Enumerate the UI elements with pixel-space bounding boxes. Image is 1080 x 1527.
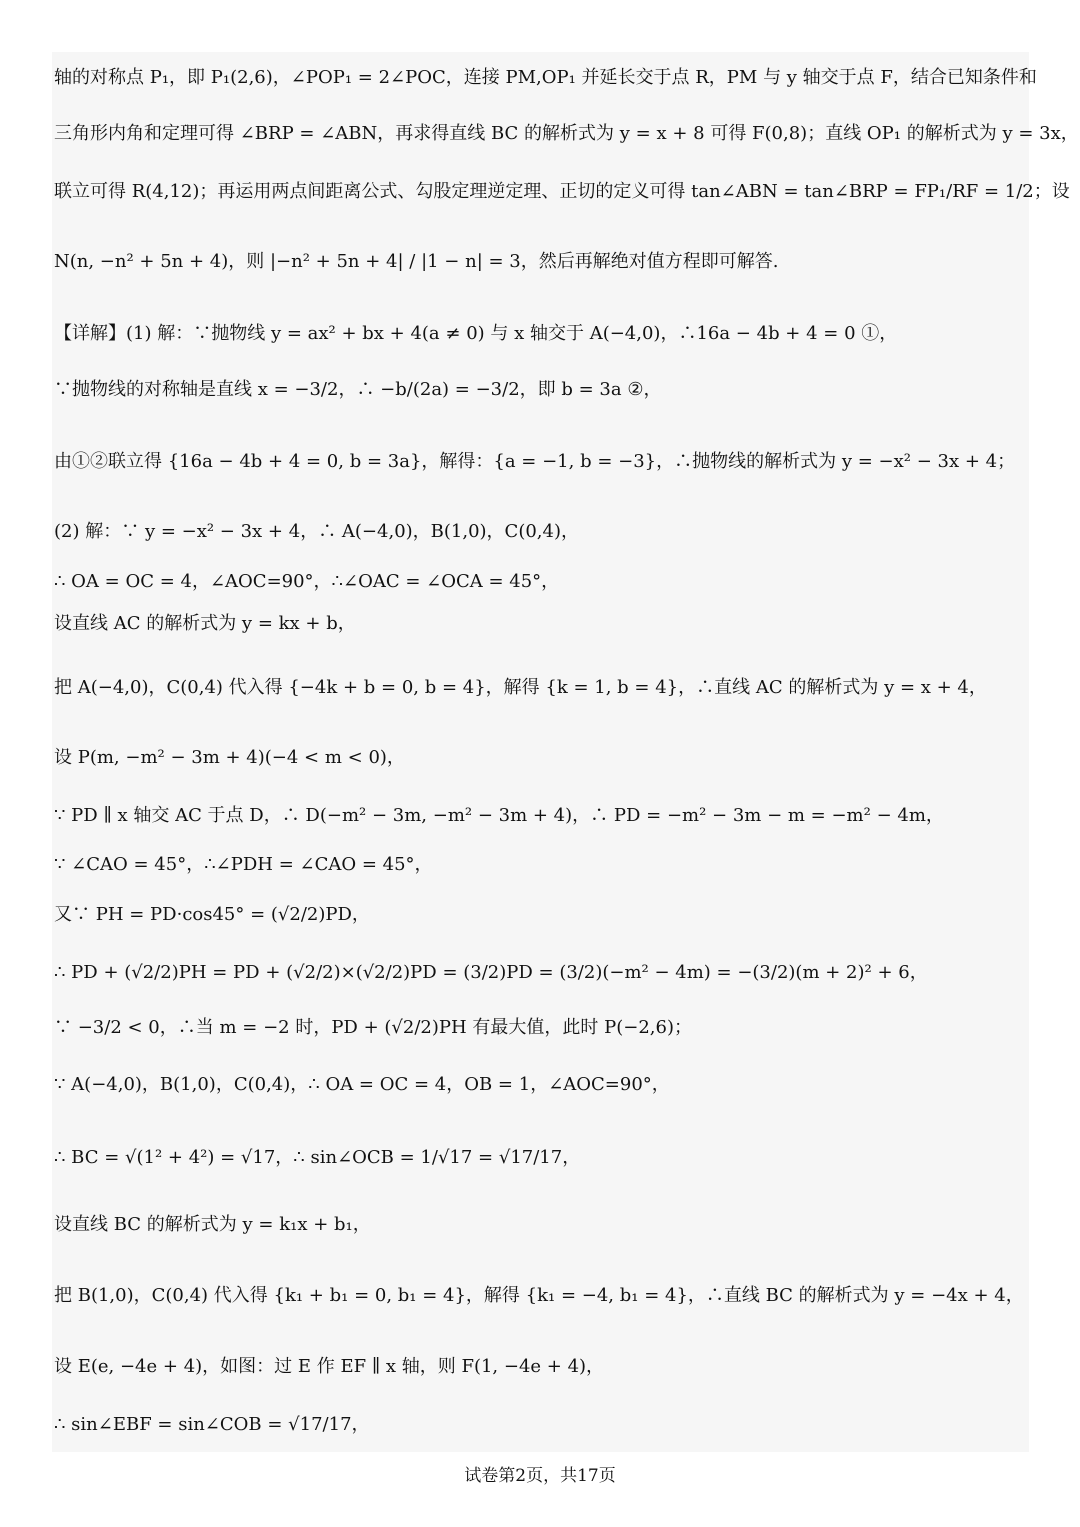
text-line: 设直线 BC 的解析式为 y = k₁x + b₁， (54, 1214, 371, 1235)
text-line: N(n, −n² + 5n + 4)，则 |−n² + 5n + 4| / |1 − n| = 3，然后再解绝对值方程即可解答. (54, 251, 779, 272)
text-line: ∵ ∠CAO = 45°，∴∠PDH = ∠CAO = 45°， (54, 854, 433, 875)
page-footer: 试卷第2页，共17页 (464, 1466, 616, 1486)
text-line: ∵ −3/2 < 0，∴当 m = −2 时，PD + (√2/2)PH 有最大值，此时 P(−2,6)； (54, 1017, 692, 1038)
text-line: 设直线 AC 的解析式为 y = kx + b， (54, 613, 356, 634)
text-line: 设 E(e, −4e + 4)，如图：过 E 作 EF ∥ x 轴，则 F(1, −4e + 4)， (54, 1356, 605, 1377)
text-line: ∴ PD + (√2/2)PH = PD + (√2/2)×(√2/2)PD = (3/2)PD = (3/2)(−m² − 4m) = −(3/2)(m + 2)² + 6， (54, 962, 928, 983)
text-line: 由①②联立得 {16a − 4b + 4 = 0, b = 3a}，解得：{a = −1, b = −3}，∴抛物线的解析式为 y = −x² − 3x + 4； (54, 451, 1016, 472)
text-line: ∵抛物线的对称轴是直线 x = −3/2，∴ −b/(2a) = −3/2，即 b = 3a ②， (54, 379, 662, 400)
text-line: 联立可得 R(4,12)；再运用两点间距离公式、勾股定理逆定理、正切的定义可得 tan∠ABN = tan∠BRP = FP₁/RF = 1/2；设 (54, 181, 1070, 202)
text-line: ∴ BC = √(1² + 4²) = √17，∴ sin∠OCB = 1/√17 = √17/17， (54, 1147, 581, 1168)
text-line: ∴ sin∠EBF = sin∠COB = √17/17， (54, 1414, 370, 1435)
text-line: ∵ A(−4,0)，B(1,0)，C(0,4)，∴ OA = OC = 4，OB = 1，∠AOC=90°， (54, 1074, 670, 1095)
text-line: 【详解】(1) 解：∵抛物线 y = ax² + bx + 4(a ≠ 0) 与 x 轴交于 A(−4,0)，∴16a − 4b + 4 = 0 ①， (54, 323, 898, 344)
text-line: (2) 解：∵ y = −x² − 3x + 4，∴ A(−4,0)，B(1,0)，C(0,4)， (54, 521, 580, 542)
text-line: 三角形内角和定理可得 ∠BRP = ∠ABN，再求得直线 BC 的解析式为 y = x + 8 可得 F(0,8)；直线 OP₁ 的解析式为 y = 3x， (54, 123, 1079, 144)
text-line: ∴ OA = OC = 4，∠AOC=90°，∴∠OAC = ∠OCA = 45°， (54, 571, 560, 592)
text-line: 又∵ PH = PD·cos45° = (√2/2)PD， (54, 904, 370, 925)
text-line: 把 B(1,0)，C(0,4) 代入得 {k₁ + b₁ = 0, b₁ = 4}，解得 {k₁ = −4, b₁ = 4}，∴直线 BC 的解析式为 y = −4x + 4， (54, 1285, 1024, 1306)
text-line: ∵ PD ∥ x 轴交 AC 于点 D，∴ D(−m² − 3m, −m² − 3m + 4)，∴ PD = −m² − 3m − m = −m² − 4m， (54, 805, 944, 826)
text-line: 轴的对称点 P₁，即 P₁(2,6)，∠POP₁ = 2∠POC，连接 PM,OP₁ 并延长交于点 R，PM 与 y 轴交于点 F，结合已知条件和 (54, 67, 1037, 88)
text-line: 把 A(−4,0)，C(0,4) 代入得 {−4k + b = 0, b = 4}，解得 {k = 1, b = 4}，∴直线 AC 的解析式为 y = x + 4， (54, 677, 987, 698)
text-line: 设 P(m, −m² − 3m + 4)(−4 < m < 0)， (54, 747, 405, 768)
